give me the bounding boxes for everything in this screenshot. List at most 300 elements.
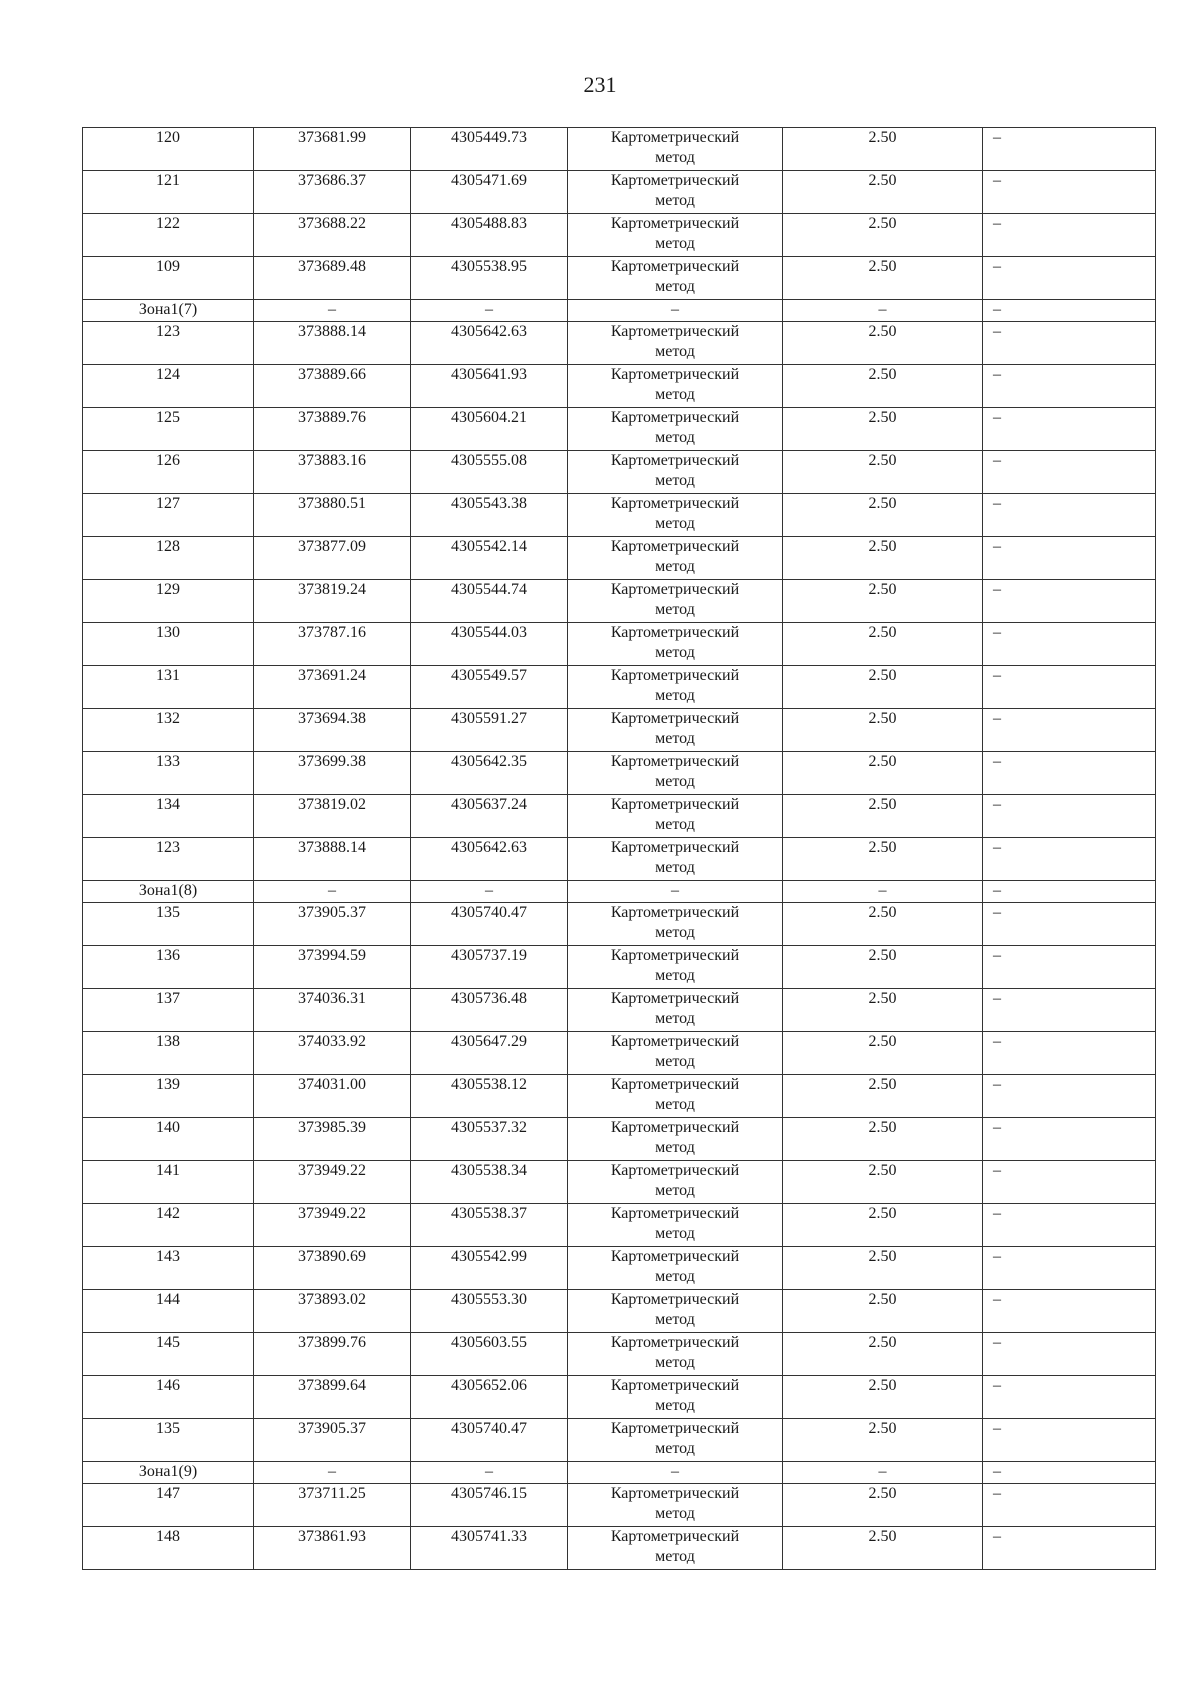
method-cell	[568, 451, 783, 494]
method-cell	[568, 580, 783, 623]
error-cell: 2.50	[783, 322, 983, 365]
method-line-2: метод	[655, 1053, 695, 1070]
method-line-1: Картометрический	[610, 258, 740, 275]
y-coordinate-cell: 4305642.63	[411, 322, 568, 365]
table-row	[83, 1161, 1156, 1204]
error-cell: 2.50	[783, 128, 983, 171]
method-line-2: метод	[655, 1225, 695, 1242]
method-line-2: метод	[655, 149, 695, 166]
error-cell: 2.50	[783, 1032, 983, 1075]
y-coordinate-cell: 4305741.33	[411, 1527, 568, 1570]
x-coordinate-cell: 373899.76	[254, 1333, 411, 1376]
method-line-1: Картометрический	[610, 1334, 740, 1351]
method-line-2: метод	[655, 1268, 695, 1285]
remark-cell: –	[983, 322, 1156, 365]
method-line-2: метод	[655, 1311, 695, 1328]
method-line-2: метод	[655, 386, 695, 403]
error-cell: 2.50	[783, 494, 983, 537]
error-cell: 2.50	[783, 1247, 983, 1290]
x-coordinate-cell: 373861.93	[254, 1527, 411, 1570]
method-cell	[568, 709, 783, 752]
table-row	[83, 537, 1156, 580]
method-line-1: Картометрический	[610, 1248, 740, 1265]
y-coordinate-cell: 4305746.15	[411, 1484, 568, 1527]
y-coordinate-cell: 4305637.24	[411, 795, 568, 838]
method-line-1: Картометрический	[610, 581, 740, 598]
method-cell	[568, 1075, 783, 1118]
remark-cell: –	[983, 709, 1156, 752]
coordinates-table	[82, 127, 1156, 1570]
remark-cell: –	[983, 752, 1156, 795]
y-coordinate-cell: 4305471.69	[411, 171, 568, 214]
method-line-2: метод	[655, 558, 695, 575]
remark-cell: –	[983, 1118, 1156, 1161]
method-line-1: Картометрический	[610, 495, 740, 512]
point-id-cell: 132	[83, 709, 254, 752]
x-coordinate-cell: 373949.22	[254, 1161, 411, 1204]
method-cell	[568, 752, 783, 795]
error-cell: 2.50	[783, 1290, 983, 1333]
method-line-2: метод	[655, 192, 695, 209]
method-cell	[568, 1247, 783, 1290]
error-cell: 2.50	[783, 451, 983, 494]
error-cell: 2.50	[783, 1204, 983, 1247]
point-id-cell: 147	[83, 1484, 254, 1527]
method-line-1: Картометрический	[610, 538, 740, 555]
y-coordinate-cell: 4305604.21	[411, 408, 568, 451]
method-cell	[568, 408, 783, 451]
table-row	[83, 946, 1156, 989]
table-row	[83, 1118, 1156, 1161]
zone-header-row	[83, 881, 1156, 903]
remark-cell: –	[983, 365, 1156, 408]
method-cell	[568, 1161, 783, 1204]
method-line-2: метод	[655, 429, 695, 446]
page-number: 231	[583, 72, 617, 97]
x-coordinate-cell: 373905.37	[254, 1419, 411, 1462]
x-coordinate-cell: 374031.00	[254, 1075, 411, 1118]
method-line-2: метод	[655, 1354, 695, 1371]
error-dash: –	[783, 300, 983, 322]
x-coordinate-cell: 373686.37	[254, 171, 411, 214]
table-row	[83, 1419, 1156, 1462]
x-coordinate-cell: 373819.24	[254, 580, 411, 623]
y-dash: –	[411, 1462, 568, 1484]
x-coordinate-cell: 373689.48	[254, 257, 411, 300]
point-id-cell: 127	[83, 494, 254, 537]
y-coordinate-cell: 4305740.47	[411, 903, 568, 946]
method-line-2: метод	[655, 859, 695, 876]
method-line-1: Картометрический	[610, 215, 740, 232]
method-line-1: Картометрический	[610, 1485, 740, 1502]
table-row	[83, 365, 1156, 408]
point-id-cell: 129	[83, 580, 254, 623]
error-cell: 2.50	[783, 365, 983, 408]
x-coordinate-cell: 373711.25	[254, 1484, 411, 1527]
x-coordinate-cell: 373688.22	[254, 214, 411, 257]
method-cell	[568, 666, 783, 709]
error-cell: 2.50	[783, 1161, 983, 1204]
method-line-1: Картометрический	[610, 667, 740, 684]
method-cell	[568, 494, 783, 537]
method-line-1: Картометрический	[610, 1033, 740, 1050]
x-coordinate-cell: 373890.69	[254, 1247, 411, 1290]
remark-cell: –	[983, 1247, 1156, 1290]
remark-dash: –	[983, 1462, 1156, 1484]
method-line-1: Картометрический	[610, 1205, 740, 1222]
error-cell: 2.50	[783, 1419, 983, 1462]
remark-cell: –	[983, 408, 1156, 451]
method-line-2: метод	[655, 235, 695, 252]
point-id-cell: 140	[83, 1118, 254, 1161]
method-cell	[568, 1032, 783, 1075]
zone-header-row	[83, 1462, 1156, 1484]
x-coordinate-cell: 373905.37	[254, 903, 411, 946]
error-cell: 2.50	[783, 171, 983, 214]
method-line-2: метод	[655, 1010, 695, 1027]
point-id-cell: 133	[83, 752, 254, 795]
remark-cell: –	[983, 214, 1156, 257]
method-cell	[568, 1376, 783, 1419]
point-id-cell: 143	[83, 1247, 254, 1290]
method-line-2: метод	[655, 644, 695, 661]
point-id-cell: 136	[83, 946, 254, 989]
y-coordinate-cell: 4305538.37	[411, 1204, 568, 1247]
remark-cell: –	[983, 1290, 1156, 1333]
x-coordinate-cell: 373889.76	[254, 408, 411, 451]
method-cell	[568, 1484, 783, 1527]
point-id-cell: 146	[83, 1376, 254, 1419]
method-line-2: метод	[655, 343, 695, 360]
method-line-1: Картометрический	[610, 409, 740, 426]
method-line-1: Картометрический	[610, 839, 740, 856]
method-dash: –	[568, 1462, 783, 1484]
y-coordinate-cell: 4305555.08	[411, 451, 568, 494]
table-row	[83, 1204, 1156, 1247]
point-id-cell: 135	[83, 1419, 254, 1462]
method-line-2: метод	[655, 1505, 695, 1522]
y-coordinate-cell: 4305642.63	[411, 838, 568, 881]
method-line-1: Картометрический	[610, 624, 740, 641]
x-coordinate-cell: 373787.16	[254, 623, 411, 666]
table-row	[83, 494, 1156, 537]
x-coordinate-cell: 373699.38	[254, 752, 411, 795]
remark-dash: –	[983, 881, 1156, 903]
point-id-cell: 123	[83, 838, 254, 881]
method-line-2: метод	[655, 730, 695, 747]
remark-cell: –	[983, 1032, 1156, 1075]
point-id-cell: 148	[83, 1527, 254, 1570]
table-row	[83, 903, 1156, 946]
table-row	[83, 1333, 1156, 1376]
method-line-2: метод	[655, 1397, 695, 1414]
method-cell	[568, 1290, 783, 1333]
point-id-cell: 139	[83, 1075, 254, 1118]
error-cell: 2.50	[783, 537, 983, 580]
y-coordinate-cell: 4305737.19	[411, 946, 568, 989]
remark-cell: –	[983, 580, 1156, 623]
zone-label: Зона1(9)	[83, 1462, 254, 1484]
remark-cell: –	[983, 1333, 1156, 1376]
error-cell: 2.50	[783, 989, 983, 1032]
error-cell: 2.50	[783, 795, 983, 838]
y-coordinate-cell: 4305537.32	[411, 1118, 568, 1161]
point-id-cell: 144	[83, 1290, 254, 1333]
remark-cell: –	[983, 494, 1156, 537]
x-coordinate-cell: 373888.14	[254, 838, 411, 881]
method-cell	[568, 903, 783, 946]
method-line-2: метод	[655, 1548, 695, 1565]
x-coordinate-cell: 373949.22	[254, 1204, 411, 1247]
method-line-1: Картометрический	[610, 1162, 740, 1179]
x-coordinate-cell: 373694.38	[254, 709, 411, 752]
method-line-1: Картометрический	[610, 990, 740, 1007]
x-coordinate-cell: 373899.64	[254, 1376, 411, 1419]
point-id-cell: 123	[83, 322, 254, 365]
y-dash: –	[411, 300, 568, 322]
y-coordinate-cell: 4305603.55	[411, 1333, 568, 1376]
method-line-1: Картометрический	[610, 1119, 740, 1136]
error-cell: 2.50	[783, 903, 983, 946]
method-cell	[568, 838, 783, 881]
y-coordinate-cell: 4305544.74	[411, 580, 568, 623]
y-coordinate-cell: 4305553.30	[411, 1290, 568, 1333]
remark-cell: –	[983, 1484, 1156, 1527]
method-dash: –	[568, 881, 783, 903]
method-line-1: Картометрический	[610, 1076, 740, 1093]
error-cell: 2.50	[783, 1118, 983, 1161]
method-cell	[568, 795, 783, 838]
method-line-2: метод	[655, 1139, 695, 1156]
x-coordinate-cell: 373877.09	[254, 537, 411, 580]
x-coordinate-cell: 373819.02	[254, 795, 411, 838]
method-cell	[568, 1204, 783, 1247]
x-coordinate-cell: 373893.02	[254, 1290, 411, 1333]
point-id-cell: 122	[83, 214, 254, 257]
y-coordinate-cell: 4305549.57	[411, 666, 568, 709]
table-row	[83, 171, 1156, 214]
remark-cell: –	[983, 451, 1156, 494]
method-dash: –	[568, 300, 783, 322]
method-line-2: метод	[655, 472, 695, 489]
table-row	[83, 257, 1156, 300]
method-line-1: Картометрический	[610, 1420, 740, 1437]
method-cell	[568, 1419, 783, 1462]
method-cell	[568, 257, 783, 300]
table-row	[83, 1290, 1156, 1333]
remark-cell: –	[983, 1161, 1156, 1204]
point-id-cell: 125	[83, 408, 254, 451]
error-cell: 2.50	[783, 257, 983, 300]
method-line-1: Картометрический	[610, 1377, 740, 1394]
error-cell: 2.50	[783, 580, 983, 623]
y-coordinate-cell: 4305641.93	[411, 365, 568, 408]
error-cell: 2.50	[783, 214, 983, 257]
y-coordinate-cell: 4305538.95	[411, 257, 568, 300]
method-cell	[568, 623, 783, 666]
point-id-cell: 121	[83, 171, 254, 214]
remark-cell: –	[983, 171, 1156, 214]
error-cell: 2.50	[783, 666, 983, 709]
error-dash: –	[783, 881, 983, 903]
method-line-1: Картометрический	[610, 1291, 740, 1308]
method-cell	[568, 1333, 783, 1376]
zone-label: Зона1(7)	[83, 300, 254, 322]
error-cell: 2.50	[783, 1527, 983, 1570]
method-line-1: Картометрический	[610, 904, 740, 921]
y-coordinate-cell: 4305488.83	[411, 214, 568, 257]
method-line-2: метод	[655, 687, 695, 704]
table-row	[83, 214, 1156, 257]
y-coordinate-cell: 4305538.34	[411, 1161, 568, 1204]
x-coordinate-cell: 373994.59	[254, 946, 411, 989]
y-coordinate-cell: 4305543.38	[411, 494, 568, 537]
method-line-1: Картометрический	[610, 172, 740, 189]
remark-cell: –	[983, 666, 1156, 709]
y-coordinate-cell: 4305538.12	[411, 1075, 568, 1118]
method-cell	[568, 171, 783, 214]
method-line-1: Картометрический	[610, 323, 740, 340]
remark-dash: –	[983, 300, 1156, 322]
method-line-2: метод	[655, 1182, 695, 1199]
point-id-cell: 130	[83, 623, 254, 666]
method-line-2: метод	[655, 773, 695, 790]
method-cell	[568, 1527, 783, 1570]
method-line-2: метод	[655, 816, 695, 833]
method-cell	[568, 214, 783, 257]
x-coordinate-cell: 373883.16	[254, 451, 411, 494]
remark-cell: –	[983, 1419, 1156, 1462]
remark-cell: –	[983, 1075, 1156, 1118]
method-line-2: метод	[655, 278, 695, 295]
y-dash: –	[411, 881, 568, 903]
table-row	[83, 709, 1156, 752]
method-cell	[568, 128, 783, 171]
method-line-1: Картометрический	[610, 947, 740, 964]
table-row	[83, 1376, 1156, 1419]
error-cell: 2.50	[783, 1075, 983, 1118]
remark-cell: –	[983, 537, 1156, 580]
y-coordinate-cell: 4305542.14	[411, 537, 568, 580]
point-id-cell: 126	[83, 451, 254, 494]
point-id-cell: 135	[83, 903, 254, 946]
table-row	[83, 795, 1156, 838]
method-cell	[568, 989, 783, 1032]
table-body	[83, 128, 1156, 1570]
method-line-2: метод	[655, 967, 695, 984]
method-line-2: метод	[655, 1440, 695, 1457]
point-id-cell: 109	[83, 257, 254, 300]
remark-cell: –	[983, 1376, 1156, 1419]
point-id-cell: 137	[83, 989, 254, 1032]
remark-cell: –	[983, 623, 1156, 666]
x-coordinate-cell: 373889.66	[254, 365, 411, 408]
error-cell: 2.50	[783, 408, 983, 451]
point-id-cell: 131	[83, 666, 254, 709]
table-row	[83, 752, 1156, 795]
y-coordinate-cell: 4305449.73	[411, 128, 568, 171]
method-line-1: Картометрический	[610, 796, 740, 813]
method-line-2: метод	[655, 924, 695, 941]
error-cell: 2.50	[783, 838, 983, 881]
y-coordinate-cell: 4305647.29	[411, 1032, 568, 1075]
point-id-cell: 142	[83, 1204, 254, 1247]
x-dash: –	[254, 1462, 411, 1484]
table-row	[83, 408, 1156, 451]
table-row	[83, 1247, 1156, 1290]
remark-cell: –	[983, 257, 1156, 300]
method-line-1: Картометрический	[610, 753, 740, 770]
table-row	[83, 580, 1156, 623]
error-cell: 2.50	[783, 709, 983, 752]
y-coordinate-cell: 4305591.27	[411, 709, 568, 752]
y-coordinate-cell: 4305736.48	[411, 989, 568, 1032]
remark-cell: –	[983, 1527, 1156, 1570]
x-coordinate-cell: 373888.14	[254, 322, 411, 365]
point-id-cell: 124	[83, 365, 254, 408]
method-line-1: Картометрический	[610, 366, 740, 383]
remark-cell: –	[983, 128, 1156, 171]
remark-cell: –	[983, 838, 1156, 881]
remark-cell: –	[983, 795, 1156, 838]
point-id-cell: 134	[83, 795, 254, 838]
x-coordinate-cell: 374033.92	[254, 1032, 411, 1075]
method-line-2: метод	[655, 601, 695, 618]
point-id-cell: 128	[83, 537, 254, 580]
point-id-cell: 141	[83, 1161, 254, 1204]
method-cell	[568, 537, 783, 580]
point-id-cell: 120	[83, 128, 254, 171]
point-id-cell: 138	[83, 1032, 254, 1075]
table-row	[83, 1484, 1156, 1527]
x-coordinate-cell: 374036.31	[254, 989, 411, 1032]
error-dash: –	[783, 1462, 983, 1484]
method-line-2: метод	[655, 515, 695, 532]
point-id-cell: 145	[83, 1333, 254, 1376]
y-coordinate-cell: 4305652.06	[411, 1376, 568, 1419]
table-row	[83, 1527, 1156, 1570]
remark-cell: –	[983, 1204, 1156, 1247]
method-line-1: Картометрический	[610, 452, 740, 469]
table-row	[83, 623, 1156, 666]
error-cell: 2.50	[783, 946, 983, 989]
method-cell	[568, 365, 783, 408]
y-coordinate-cell: 4305740.47	[411, 1419, 568, 1462]
x-dash: –	[254, 300, 411, 322]
table-row	[83, 838, 1156, 881]
error-cell: 2.50	[783, 1484, 983, 1527]
table-row	[83, 1032, 1156, 1075]
table-row	[83, 128, 1156, 171]
error-cell: 2.50	[783, 1333, 983, 1376]
method-line-1: Картометрический	[610, 129, 740, 146]
table-row	[83, 666, 1156, 709]
table-row	[83, 989, 1156, 1032]
method-cell	[568, 946, 783, 989]
x-coordinate-cell: 373691.24	[254, 666, 411, 709]
method-line-1: Картометрический	[610, 1528, 740, 1545]
error-cell: 2.50	[783, 752, 983, 795]
y-coordinate-cell: 4305544.03	[411, 623, 568, 666]
error-cell: 2.50	[783, 1376, 983, 1419]
method-cell	[568, 322, 783, 365]
remark-cell: –	[983, 946, 1156, 989]
y-coordinate-cell: 4305542.99	[411, 1247, 568, 1290]
table-row	[83, 1075, 1156, 1118]
remark-cell: –	[983, 903, 1156, 946]
method-line-2: метод	[655, 1096, 695, 1113]
y-coordinate-cell: 4305642.35	[411, 752, 568, 795]
